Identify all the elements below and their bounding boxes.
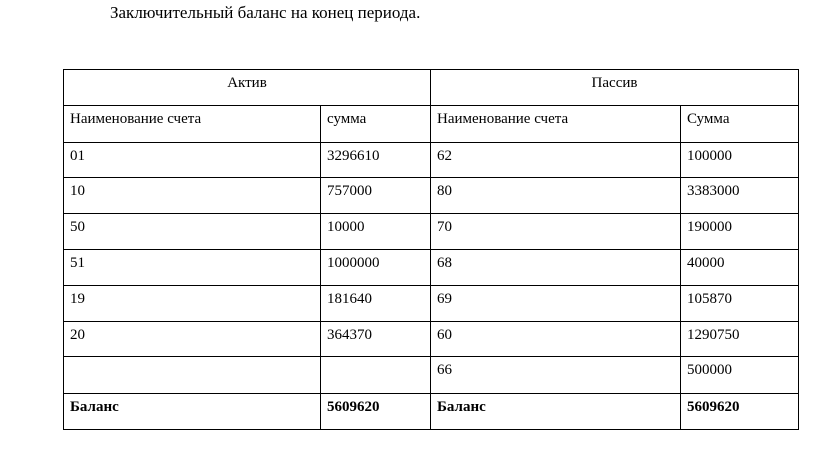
table-row — [64, 214, 799, 250]
total-amount: 5609620 — [681, 394, 799, 430]
asset-account-cell: 01 — [64, 143, 321, 178]
section-liabilities: Пассив — [431, 70, 799, 106]
total-row — [64, 394, 799, 430]
table-row — [64, 357, 799, 394]
liability-amount-cell: 190000 — [681, 214, 799, 250]
total-label: Баланс — [64, 394, 321, 430]
asset-amount-cell: 757000 — [321, 178, 431, 214]
asset-amount-cell: 181640 — [321, 286, 431, 322]
asset-amount-cell: 3296610 — [321, 143, 431, 178]
asset-account-cell: 20 — [64, 322, 321, 357]
table-row — [64, 143, 799, 178]
asset-account-cell: 19 — [64, 286, 321, 322]
table-row — [64, 250, 799, 286]
liability-amount-cell: 3383000 — [681, 178, 799, 214]
total-amount: 5609620 — [321, 394, 431, 430]
asset-account-cell: 10 — [64, 178, 321, 214]
liability-account-cell: 68 — [431, 250, 681, 286]
table-row — [64, 286, 799, 322]
asset-account-cell: 51 — [64, 250, 321, 286]
liability-amount-cell: 40000 — [681, 250, 799, 286]
balance-table — [63, 69, 799, 430]
column-header-amount: Сумма — [681, 106, 799, 143]
liability-amount-cell: 1290750 — [681, 322, 799, 357]
asset-amount-cell: 10000 — [321, 214, 431, 250]
document-title: Заключительный баланс на конец периода. — [110, 3, 421, 22]
liability-account-cell: 70 — [431, 214, 681, 250]
liability-amount-cell: 100000 — [681, 143, 799, 178]
liability-account-cell: 69 — [431, 286, 681, 322]
column-header-account-name: Наименование счета — [431, 106, 681, 143]
asset-account-cell: 50 — [64, 214, 321, 250]
section-assets: Актив — [64, 70, 431, 106]
liability-account-cell: 80 — [431, 178, 681, 214]
section-header-row — [64, 70, 799, 106]
column-header-row — [64, 106, 799, 143]
asset-amount-cell — [321, 357, 431, 394]
table-row — [64, 322, 799, 357]
total-label: Баланс — [431, 394, 681, 430]
liability-account-cell: 62 — [431, 143, 681, 178]
liability-account-cell: 60 — [431, 322, 681, 357]
asset-amount-cell: 364370 — [321, 322, 431, 357]
table-row — [64, 178, 799, 214]
liability-amount-cell: 105870 — [681, 286, 799, 322]
liability-amount-cell: 500000 — [681, 357, 799, 394]
asset-account-cell — [64, 357, 321, 394]
column-header-account-name: Наименование счета — [64, 106, 321, 143]
asset-amount-cell: 1000000 — [321, 250, 431, 286]
column-header-amount: сумма — [321, 106, 431, 143]
liability-account-cell: 66 — [431, 357, 681, 394]
